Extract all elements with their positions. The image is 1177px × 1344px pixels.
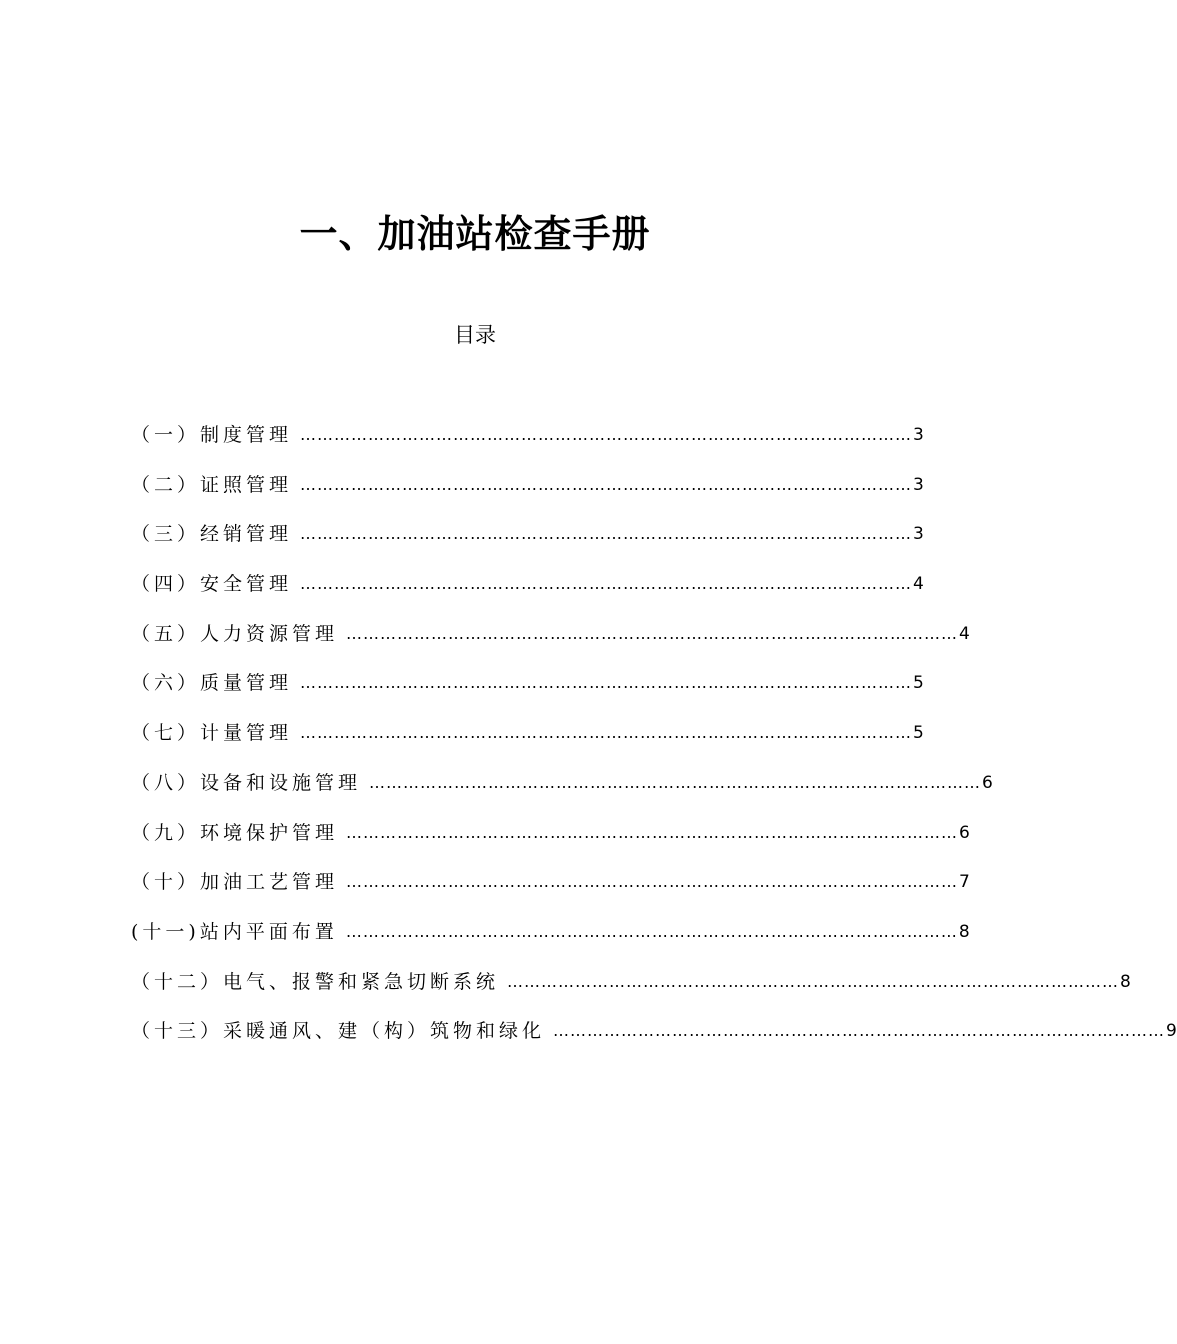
toc-entry-9[interactable] [131, 818, 970, 868]
toc-page-number: 6 [959, 822, 970, 843]
toc-page-number: 8 [1120, 971, 1131, 992]
toc-dot-leader: ……………………………………………………………………………………………… [300, 723, 913, 743]
toc-heading: 目录 [454, 323, 496, 347]
toc-entry-label: （十三）采暖通风、建（构）筑物和绿化 [131, 1020, 546, 1043]
toc-dot-leader: ……………………………………………………………………………………………… [300, 673, 913, 693]
toc-entry-label: （四）安全管理 [131, 573, 293, 596]
toc-entry-8[interactable] [131, 768, 993, 818]
toc-page-number: 6 [982, 772, 993, 793]
toc-page-number: 5 [913, 723, 924, 744]
toc-entry-5[interactable] [131, 619, 970, 669]
toc-entry-6[interactable] [131, 668, 924, 718]
toc-entry-label: （六）质量管理 [131, 672, 293, 695]
toc-dot-leader: ……………………………………………………………………………………………… [369, 772, 982, 792]
toc-entry-label: （二）证照管理 [131, 473, 293, 496]
toc-dot-leader: ……………………………………………………………………………………………… [300, 574, 913, 594]
toc-entry-7[interactable] [131, 718, 924, 768]
toc-page-number: 7 [959, 872, 970, 893]
toc-entry-label: （九）环境保护管理 [131, 821, 339, 844]
toc-dot-leader: ……………………………………………………………………………………………… [346, 872, 959, 892]
toc-entry-label: （一）制度管理 [131, 424, 293, 446]
toc-entry-4[interactable] [131, 569, 924, 619]
toc-dot-leader: ……………………………………………………………………………………………… [345, 921, 958, 941]
document-title: 一、加油站检查手册 [299, 212, 651, 257]
toc-dot-leader: ……………………………………………………………………………………………… [346, 623, 959, 643]
toc-entry-label: (十一)站内平面布置 [131, 920, 338, 943]
toc-entry-11[interactable] [131, 917, 970, 967]
toc-dot-leader: ……………………………………………………………………………………………… [300, 474, 913, 494]
toc-dot-leader: ……………………………………………………………………………………………… [300, 425, 913, 444]
toc-page-number: 3 [913, 425, 924, 445]
toc-entry-label: （三）经销管理 [131, 523, 293, 546]
toc-page-number: 9 [1166, 1021, 1177, 1042]
toc-entry-label: （五）人力资源管理 [131, 622, 339, 645]
table-of-contents [131, 420, 1177, 1066]
toc-entry-label: （七）计量管理 [131, 722, 293, 745]
toc-page-number: 8 [958, 921, 970, 942]
toc-page-number: 3 [913, 524, 924, 545]
toc-page-number: 3 [913, 474, 924, 495]
toc-entry-label: （八）设备和设施管理 [131, 771, 362, 794]
toc-dot-leader: ……………………………………………………………………………………………… [507, 971, 1120, 991]
toc-page-number: 4 [913, 574, 924, 595]
toc-dot-leader: ……………………………………………………………………………………………… [553, 1021, 1166, 1041]
toc-page-number: 4 [959, 623, 970, 644]
toc-entry-1[interactable] [131, 420, 924, 470]
toc-entry-10[interactable] [131, 867, 970, 917]
toc-entry-13[interactable] [131, 1016, 1177, 1066]
toc-entry-2[interactable] [131, 470, 924, 520]
toc-page-number: 5 [913, 673, 924, 694]
toc-dot-leader: ……………………………………………………………………………………………… [346, 822, 959, 842]
toc-entry-label: （十二）电气、报警和紧急切断系统 [131, 970, 500, 993]
toc-entry-3[interactable] [131, 519, 924, 569]
toc-entry-label: （十）加油工艺管理 [131, 871, 339, 894]
toc-entry-12[interactable] [131, 967, 1131, 1017]
toc-dot-leader: ……………………………………………………………………………………………… [300, 524, 913, 544]
